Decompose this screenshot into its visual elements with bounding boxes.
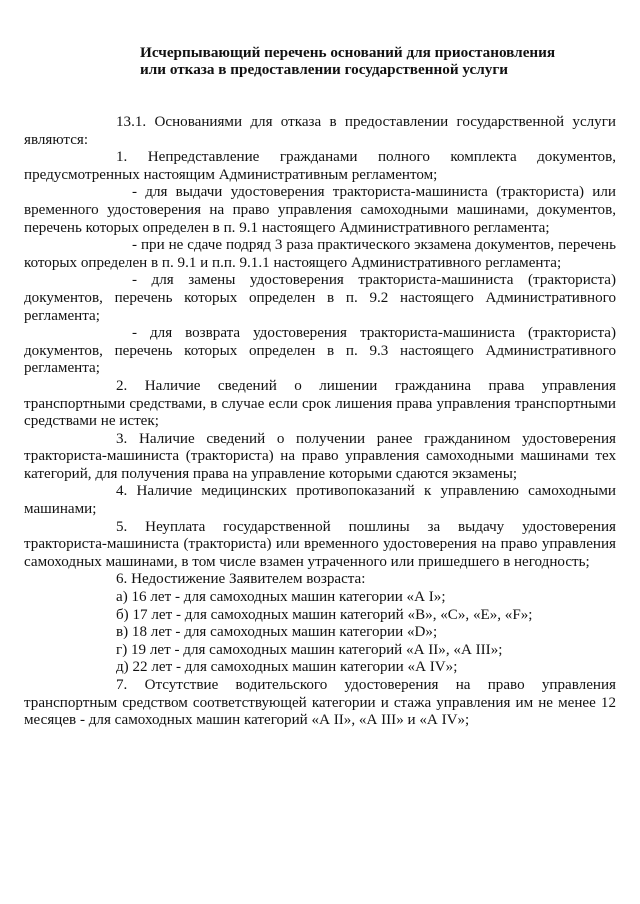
paragraph-1: 13.1. Основаниями для отказа в предоставлении государственной услуги являются: (24, 114, 616, 148)
paragraph-9: 4. Наличие медицинских противопоказаний к управлению самоходными машинами; (24, 483, 616, 518)
section-heading (140, 44, 616, 78)
paragraph-7: 2. Наличие сведений о лишении гражданина права управления транспортными средствами, в случае если срок лишения права управления транспортными средствами не истек; (24, 377, 616, 430)
paragraph-3: - для выдачи удостоверения тракториста-машиниста (тракториста) или временного удостоверения на право управления самоходными машинами, документов, перечень которых определен в п. 9.1 настоящего Административного регламента; (24, 184, 616, 236)
paragraph-10: 5. Неуплата государственной пошлины за выдачу удостоверения тракториста-машиниста (тракториста) или временного удостоверения на право управления самоходных машинами, в том числе взамен утраченного или пришедшего в негодность; (24, 518, 616, 570)
paragraph-16: д) 22 лет - для самоходных машин категории «А IV»; (116, 659, 458, 676)
heading-line-1: Исчерпывающий перечень оснований для приостановления (140, 44, 556, 61)
paragraph-14: в) 18 лет - для самоходных машин категории «D»; (116, 624, 438, 641)
paragraph-6: - для возврата удостоверения тракториста-машиниста (тракториста) документов, перечень которых определен в п. 9.3 настоящего Административного регламента; (24, 325, 616, 377)
paragraph-15: г) 19 лет - для самоходных машин категорий «А II», «А III»; (116, 641, 503, 658)
paragraph-2: 1. Непредставление гражданами полного комплекта документов, предусмотренных настоящим Административным регламентом; (24, 149, 616, 183)
paragraph-8: 3. Наличие сведений о получении ранее гражданином удостоверения тракториста-машиниста (тракториста) на право управления самоходными машинами тех категорий, для получения права на управление которыми сдаются экзамены; (24, 430, 616, 482)
paragraph-12: а) 16 лет - для самоходных машин категории «А I»; (116, 589, 446, 606)
document-body (24, 114, 616, 730)
paragraph-13: б) 17 лет - для самоходных машин категорий «В», «С», «Е», «F»; (116, 606, 533, 623)
paragraph-11: 6. Недостижение Заявителем возраста: (116, 571, 366, 588)
heading-line-2: или отказа в предоставлении государственной услуги (140, 61, 509, 78)
paragraph-5: - для замены удостоверения тракториста-машиниста (тракториста) документов, перечень которых определен в п. 9.2 настоящего Административного регламента; (24, 272, 616, 324)
paragraph-4: - при не сдаче подряд 3 раза практического экзамена документов, перечень которых определен в п. 9.1 и п.п. 9.1.1 настоящего Административного регламента; (24, 237, 616, 271)
paragraph-17: 7. Отсутствие водительского удостоверения на право управления транспортным средством соответствующей категории и стажа управления им не менее 12 месяцев - для самоходных машин категорий «А II», «А III» и «А IV»; (24, 677, 616, 729)
